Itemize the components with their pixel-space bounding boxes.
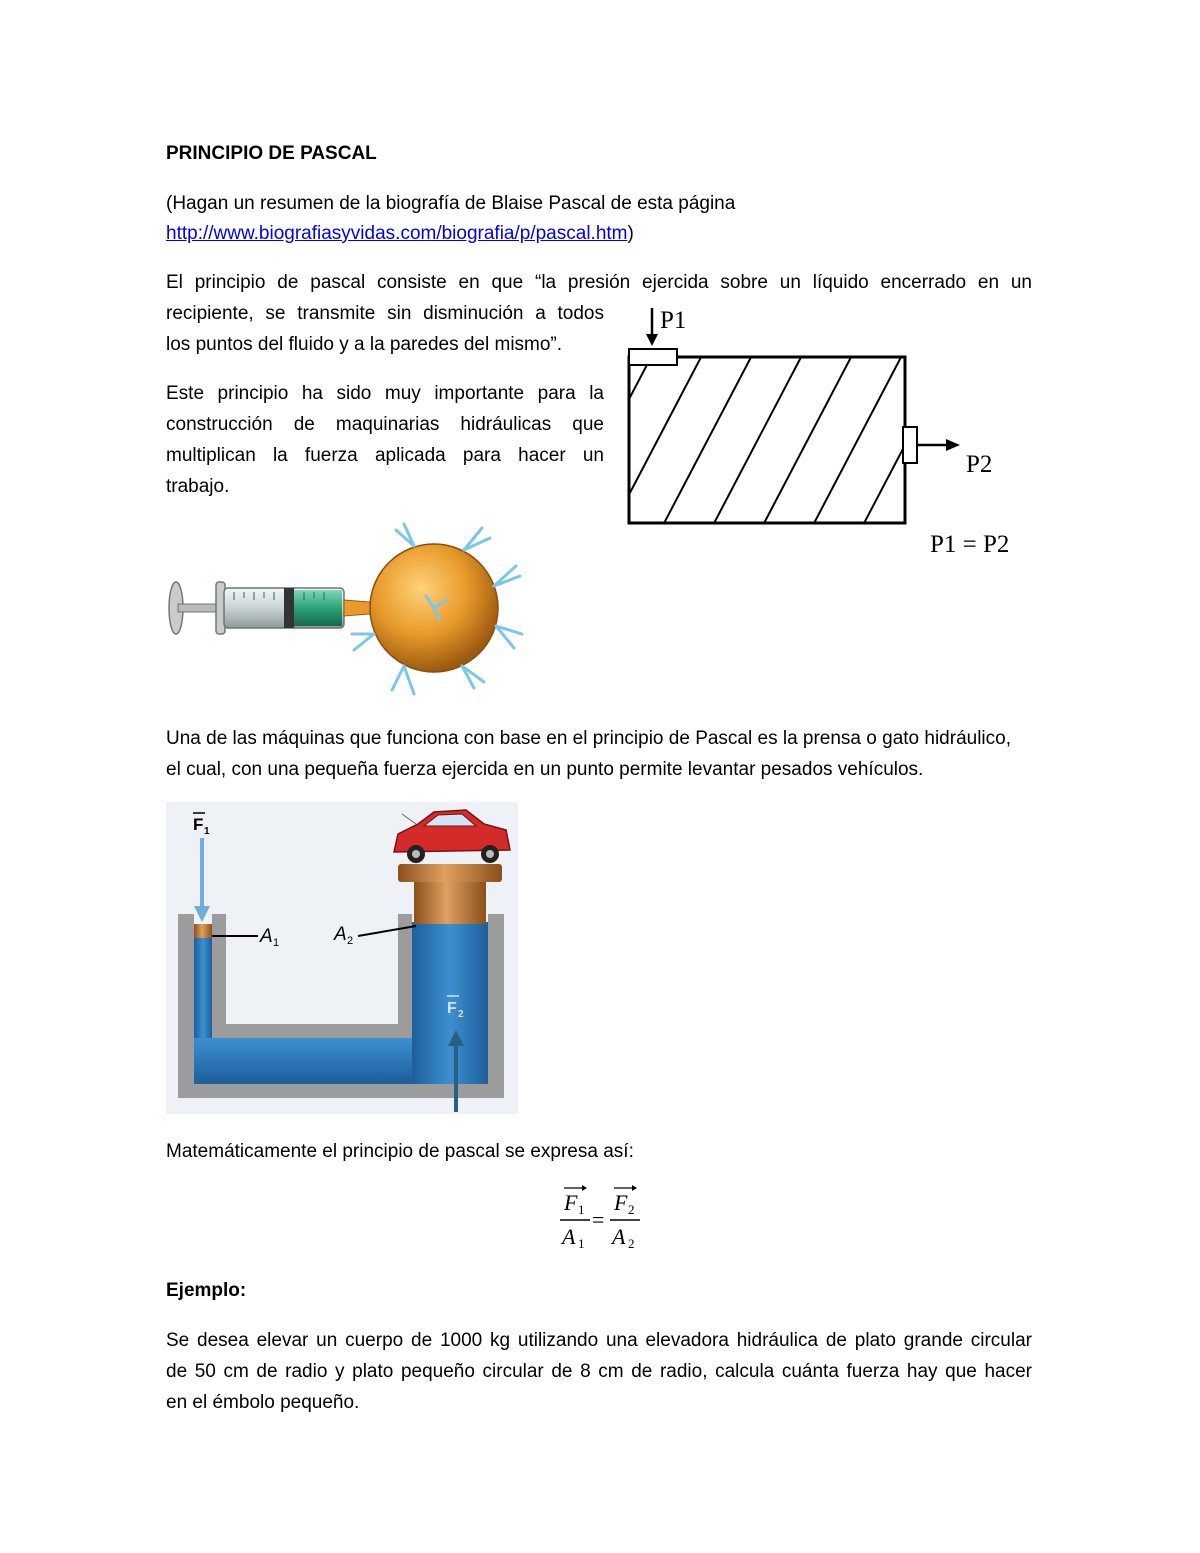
f1-subscript: 1: [204, 826, 210, 837]
formula-a1-sub: 1: [578, 1236, 585, 1251]
a1-subscript: 1: [273, 937, 280, 949]
hydraulic-press-diagram: [166, 802, 518, 1114]
pressure-container-diagram: [620, 300, 1040, 562]
p1-label: P1: [660, 307, 687, 334]
f2-label: F: [447, 1000, 457, 1017]
p2-arrow-head: [946, 439, 960, 451]
formula-intro: Matemáticamente el principio de pascal se expresa así:: [166, 1141, 634, 1162]
page-title: PRINCIPIO DE PASCAL: [166, 143, 377, 164]
f2-subscript: 2: [458, 1009, 464, 1020]
side-piston: [903, 427, 917, 463]
small-piston: [194, 924, 212, 938]
syringe-sphere-illustration: [164, 516, 534, 698]
formula-equals: =: [592, 1207, 605, 1232]
f2-vector-arrowhead: [632, 1185, 637, 1191]
a2-subscript: 2: [347, 935, 354, 947]
intro-line: (Hagan un resumen de la biografía de Blaise Pascal de esta página: [166, 193, 736, 214]
large-piston: [414, 880, 486, 924]
f1-label: F: [193, 815, 204, 834]
a1-label: A: [260, 926, 273, 947]
para2-line1: Este principio ha sido muy importante para la: [166, 383, 604, 404]
a2-label: A: [334, 924, 347, 945]
p1-arrow-head: [646, 334, 658, 346]
formula-a1: A: [562, 1224, 576, 1249]
pascal-formula: [556, 1182, 646, 1252]
formula-a2: A: [612, 1224, 626, 1249]
example-line2: de 50 cm de radio y plato pequeño circular de 8 cm de radio, calcula cuánta fuerza hay que hacer: [166, 1361, 1032, 1382]
syringe-liquid: [290, 590, 342, 626]
example-line1: Se desea elevar un cuerpo de 1000 kg utilizando una elevadora hidráulica de plato grande circular: [166, 1330, 1032, 1351]
container-outline: [629, 357, 905, 523]
biography-link[interactable]: http://www.biografiasyvidas.com/biografia/p/pascal.htm: [166, 223, 628, 244]
formula-f1-sub: 1: [578, 1202, 585, 1217]
formula-f2-sub: 2: [628, 1202, 635, 1217]
top-piston: [629, 349, 677, 365]
para2-line2: construcción de maquinarias hidráulicas que: [166, 414, 604, 435]
f1-vector-arrowhead: [582, 1185, 587, 1191]
formula-f2: F: [614, 1190, 628, 1215]
intro-link-line: [166, 218, 634, 249]
para1-line3: los puntos del fluido y a la paredes del mismo”.: [166, 334, 563, 355]
formula-a2-sub: 2: [628, 1236, 635, 1251]
intro-close-paren: ): [627, 223, 634, 244]
para2-line3: multiplican la fuerza aplicada para hacer un: [166, 445, 604, 466]
p2-label: P2: [966, 451, 993, 478]
example-heading: Ejemplo:: [166, 1280, 247, 1301]
syringe-plunger-seal: [284, 588, 294, 628]
para1-line1: El principio de pascal consiste en que “la presión ejercida sobre un líquido encerrado en un: [166, 272, 1032, 293]
formula-f1: F: [564, 1190, 578, 1215]
para3-line1: Una de las máquinas que funciona con base en el principio de Pascal es la prensa o gato hidráulico,: [166, 728, 1011, 749]
equation-label: P1 = P2: [930, 531, 1010, 558]
para2-line4: trabajo.: [166, 476, 230, 497]
para3-line2: el cual, con una pequeña fuerza ejercida en un punto permite levantar pesados vehículos.: [166, 759, 924, 780]
para1-line2: recipiente, se transmite sin disminución a todos: [166, 303, 604, 324]
example-line3: en el émbolo pequeño.: [166, 1392, 360, 1413]
large-piston-plate: [398, 864, 502, 882]
